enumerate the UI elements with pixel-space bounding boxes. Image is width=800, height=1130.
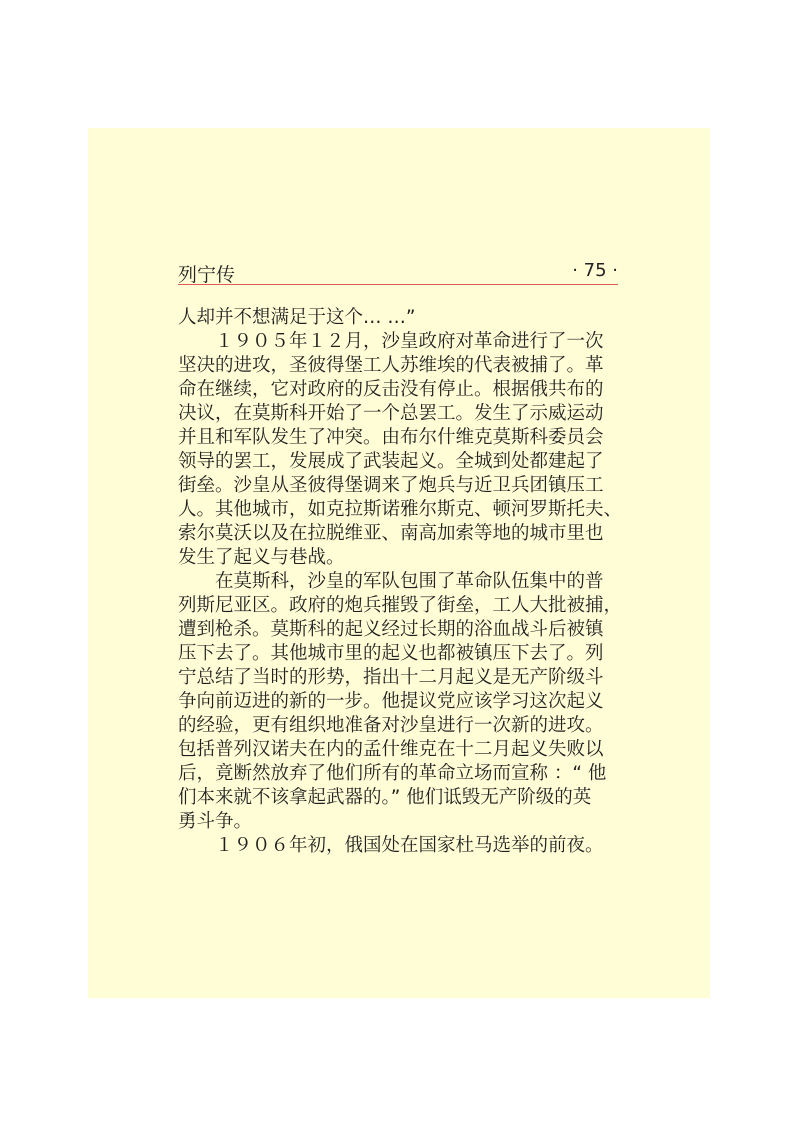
- text-line: 并且和军队发生了冲突。由布尔什维克莫斯科委员会: [178, 427, 604, 448]
- text-line: 勇斗争。: [178, 811, 253, 832]
- text-line: 决议，在莫斯科开始了一个总罢工。发生了示威运动: [178, 403, 604, 424]
- body-text: [178, 306, 624, 858]
- book-page: [88, 128, 710, 998]
- text-line: １９０６年初，俄国处在国家杜马选举的前夜。: [215, 835, 604, 856]
- text-line: 列斯尼亚区。政府的炮兵摧毁了街垒，工人大批被捕，: [178, 595, 623, 616]
- text-line: 宁总结了当时的形势，指出十二月起义是无产阶级斗: [178, 667, 604, 688]
- text-line: 街垒。沙皇从圣彼得堡调来了炮兵与近卫兵团镇压工: [178, 475, 604, 496]
- text-line: 命在继续，它对政府的反击没有停止。根据俄共布的: [178, 379, 604, 400]
- text-line: 发生了起义与巷战。: [178, 547, 345, 568]
- text-line: 人。其他城市，如克拉斯诺雅尔斯克、顿河罗斯托夫、: [178, 499, 623, 520]
- text-line: 的经验，更有组织地准备对沙皇进行一次新的进攻。: [178, 715, 604, 736]
- text-line: 人却并不想满足于这个… …”: [178, 307, 416, 328]
- text-line: 争向前迈进的新的一步。他提议党应该学习这次起义: [178, 691, 604, 712]
- text-line: 压下去了。其他城市里的起义也都被镇压下去了。列: [178, 643, 604, 664]
- text-line: 后，竟断然放弃了他们所有的革命立场而宣称 ：“ 他: [178, 763, 607, 784]
- text-line: 索尔莫沃以及在拉脱维亚、南高加索等地的城市里也: [178, 523, 604, 544]
- text-line: 在莫斯科，沙皇的军队包围了革命队伍集中的普: [215, 571, 604, 592]
- text-line: 们本来就不该拿起武器的。” 他们诋毁无产阶级的英: [178, 787, 592, 808]
- text-line: 坚决的进攻，圣彼得堡工人苏维埃的代表被捕了。革: [178, 355, 604, 376]
- text-line: １９０５年１２月，沙皇政府对革命进行了一次: [215, 331, 604, 352]
- text-line: 领导的罢工，发展成了武装起义。全城到处都建起了: [178, 451, 604, 472]
- page-number: · 75 ·: [572, 260, 618, 281]
- book-title: 列宁传: [178, 264, 236, 286]
- text-line: 遭到枪杀。莫斯科的起义经过长期的浴血战斗后被镇: [178, 619, 604, 640]
- text-line: 包括普列汉诺夫在内的孟什维克在十二月起义失败以: [178, 739, 604, 760]
- page-header: [178, 258, 618, 285]
